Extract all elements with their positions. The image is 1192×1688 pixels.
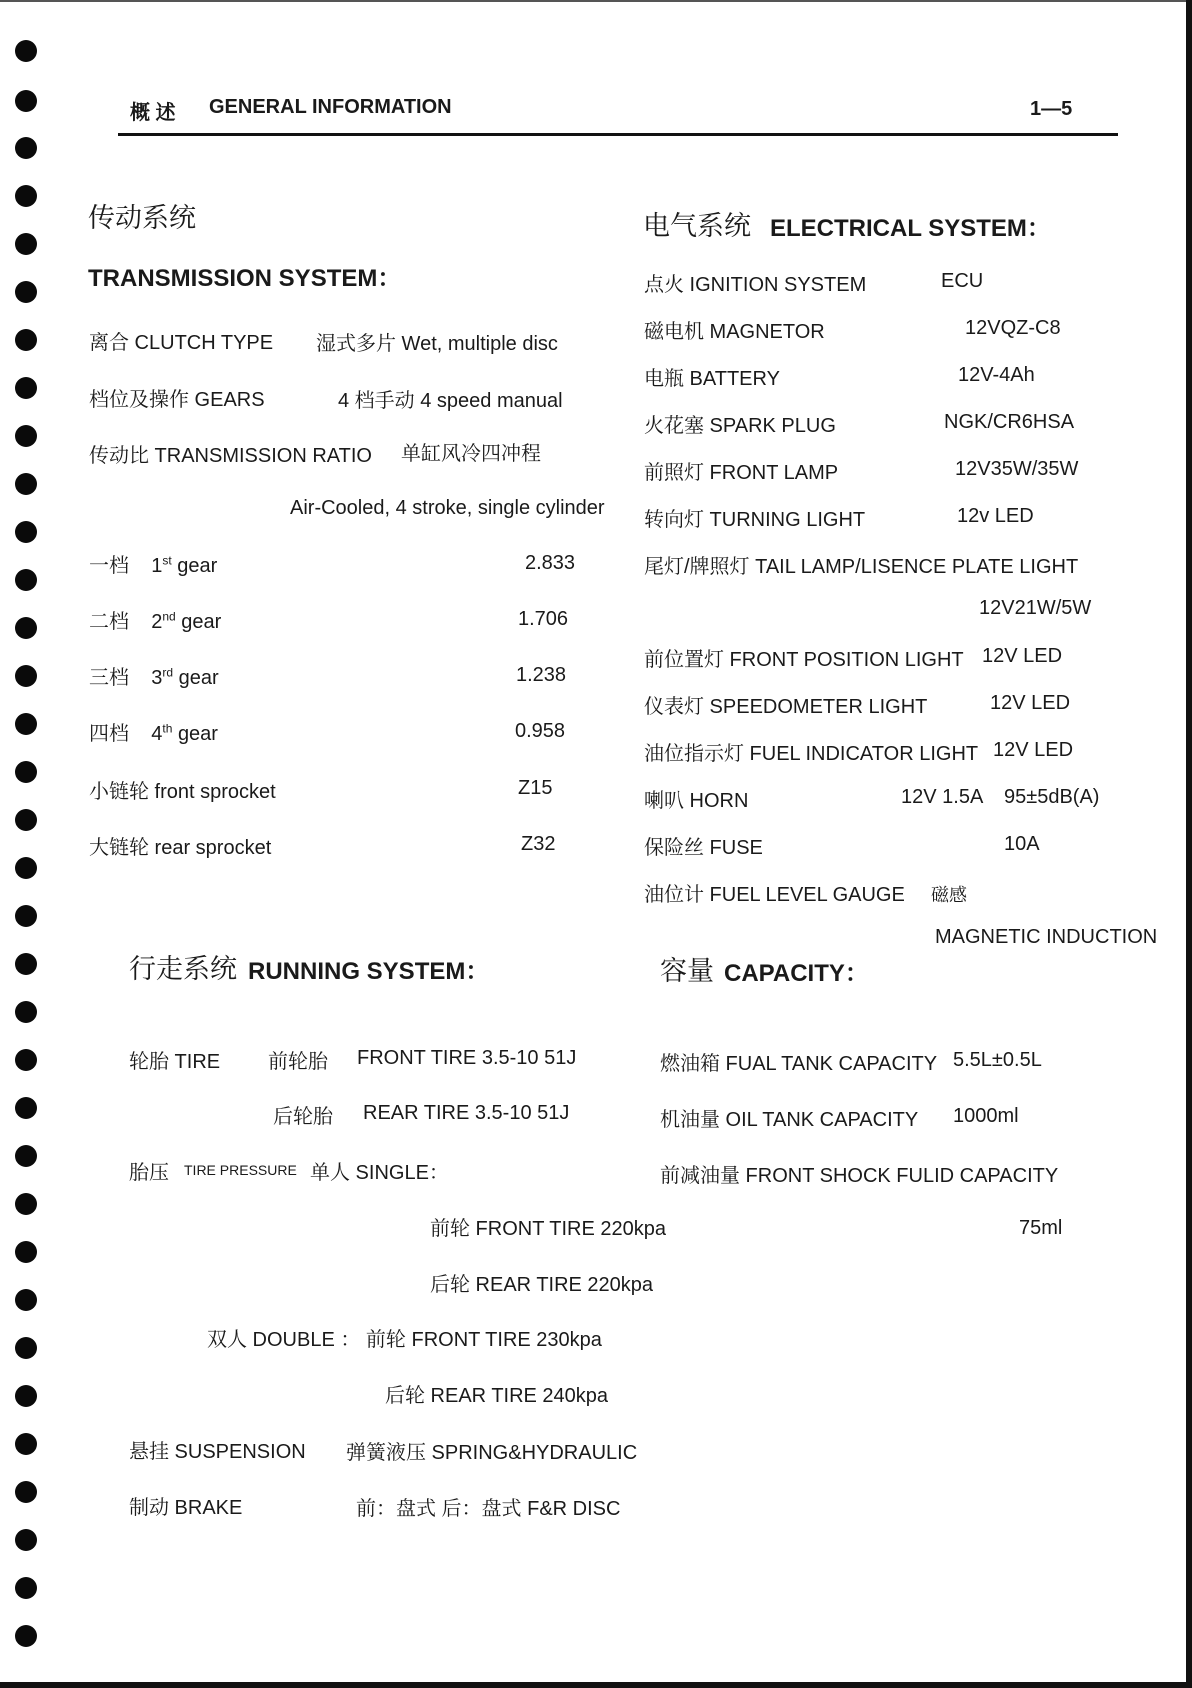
gear1-cn: 一档 [89, 555, 129, 577]
binder-hole [15, 137, 37, 159]
binder-hole [15, 1529, 37, 1551]
front-shock-value: 75ml [1019, 1217, 1063, 1239]
gear3-cn: 三档 [89, 667, 129, 689]
pressure-label-en: TIRE PRESSURE [184, 1162, 297, 1178]
gear4-value: 0.958 [515, 720, 566, 742]
gear4-cn: 四档 [89, 723, 129, 745]
clutch-value: 湿式多片 Wet, multiple disc [316, 333, 558, 355]
horn-value-db: 95±5dB(A) [1004, 786, 1100, 808]
binder-hole [15, 1289, 37, 1311]
binder-hole [15, 185, 37, 207]
front-sprocket-value: Z15 [518, 777, 553, 799]
pressure-label-cn: 胎压 [129, 1162, 169, 1184]
single-rear-pressure: 后轮 REAR TIRE 220kpa [430, 1274, 654, 1296]
gear4-sup: th [162, 721, 173, 736]
tail-lamp-value: 12V21W/5W [979, 597, 1092, 619]
binder-hole [15, 1577, 37, 1599]
page-number: 1—5 [1030, 98, 1073, 120]
binder-hole [15, 1625, 37, 1647]
capacity-title-cn: 容量 [660, 956, 714, 986]
gear3-sup: rd [162, 665, 174, 680]
clutch-label: 离合 CLUTCH TYPE [89, 332, 274, 354]
page-bottom-edge [0, 1682, 1192, 1688]
oil-tank-label: 机油量 OIL TANK CAPACITY [660, 1109, 919, 1131]
turning-light-value: 12v LED [957, 505, 1034, 527]
brake-label: 制动 BRAKE [129, 1497, 243, 1519]
binder-hole [15, 905, 37, 927]
speedometer-value: 12V LED [990, 692, 1071, 714]
gear3-num: 3 [151, 667, 163, 689]
binder-hole [15, 617, 37, 639]
fuel-indicator-label: 油位指示灯 FUEL INDICATOR LIGHT [644, 743, 979, 765]
binder-hole [15, 1001, 37, 1023]
fuel-tank-label: 燃油箱 FUAL TANK CAPACITY [660, 1053, 938, 1075]
front-tire-value: FRONT TIRE 3.5-10 51J [357, 1047, 577, 1069]
transmission-title-en: TRANSMISSION SYSTEM： [88, 265, 402, 292]
gear1-label [89, 549, 217, 578]
binder-hole [15, 1241, 37, 1263]
gears-label: 档位及操作 GEARS [89, 389, 265, 411]
tire-label: 轮胎 TIRE [129, 1051, 221, 1073]
front-sprocket-label: 小链轮 front sprocket [89, 781, 276, 803]
gear4-label [89, 717, 218, 746]
rear-sprocket-value: Z32 [521, 833, 556, 855]
binder-hole [15, 1193, 37, 1215]
header-title-en: GENERAL INFORMATION [209, 96, 452, 118]
gear1-sup: st [162, 553, 172, 568]
ignition-value: ECU [941, 270, 984, 292]
fuel-indicator-value: 12V LED [993, 739, 1074, 761]
gear2-label [89, 605, 221, 634]
capacity-title-en: CAPACITY： [724, 960, 869, 987]
fuel-tank-value: 5.5L±0.5L [953, 1049, 1042, 1071]
gear3-word: gear [178, 667, 219, 689]
gear3-label [89, 661, 219, 690]
fuse-label: 保险丝 FUSE [644, 837, 763, 859]
binder-hole [15, 1337, 37, 1359]
binder-hole [15, 377, 37, 399]
binder-hole [15, 1145, 37, 1167]
rear-tire-cn: 后轮胎 [273, 1106, 333, 1128]
front-shock-label: 前减油量 FRONT SHOCK FULID CAPACITY [660, 1165, 1059, 1187]
binder-hole [15, 569, 37, 591]
header-rule [118, 133, 1118, 136]
gear2-value: 1.706 [518, 608, 569, 630]
gear1-word: gear [177, 555, 218, 577]
fuse-value: 10A [1004, 833, 1040, 855]
binder-hole [15, 761, 37, 783]
rear-sprocket-label: 大链轮 rear sprocket [89, 837, 272, 859]
horn-label: 喇叭 HORN [644, 790, 749, 812]
binder-hole [15, 473, 37, 495]
tail-lamp-label: 尾灯/牌照灯 TAIL LAMP/LISENCE PLATE LIGHT [644, 556, 1079, 578]
suspension-label: 悬挂 SUSPENSION [129, 1441, 306, 1463]
binder-hole [15, 1481, 37, 1503]
turning-light-label: 转向灯 TURNING LIGHT [644, 509, 866, 531]
gear2-num: 2 [151, 611, 163, 633]
binder-hole [15, 1385, 37, 1407]
gear4-num: 4 [151, 723, 163, 745]
front-position-label: 前位置灯 FRONT POSITION LIGHT [644, 649, 964, 671]
binder-hole [15, 1433, 37, 1455]
binder-hole [15, 521, 37, 543]
magnetor-label: 磁电机 MAGNETOR [644, 321, 825, 343]
speedometer-label: 仪表灯 SPEEDOMETER LIGHT [644, 696, 928, 718]
fuel-gauge-value-cn: 磁感 [931, 885, 967, 905]
gears-value: 4 档手动 4 speed manual [338, 390, 563, 412]
electrical-title-cn: 电气系统 [643, 211, 751, 241]
binder-hole [15, 1049, 37, 1071]
binder-hole [15, 233, 37, 255]
transmission-title-cn: 传动系统 [88, 203, 196, 233]
binder-hole [15, 281, 37, 303]
suspension-value: 弹簧液压 SPRING&HYDRAULIC [346, 1442, 638, 1464]
single-label: 单人 SINGLE： [310, 1162, 449, 1184]
single-front-pressure: 前轮 FRONT TIRE 220kpa [430, 1218, 666, 1240]
binder-hole [15, 665, 37, 687]
gear4-word: gear [177, 723, 218, 745]
brake-value: 前：盘式 后：盘式 F&R DISC [356, 1498, 621, 1520]
spark-plug-value: NGK/CR6HSA [944, 411, 1075, 433]
page-top-edge [0, 0, 1192, 2]
running-title-en: RUNNING SYSTEM： [248, 958, 490, 985]
gear1-num: 1 [151, 555, 163, 577]
front-lamp-label: 前照灯 FRONT LAMP [644, 462, 839, 484]
binder-hole [15, 40, 37, 62]
binder-hole [15, 953, 37, 975]
gear3-value: 1.238 [516, 664, 567, 686]
magnetor-value: 12VQZ-C8 [965, 317, 1061, 339]
horn-value-current: 12V 1.5A [901, 786, 984, 808]
binder-hole [15, 713, 37, 735]
gear1-value: 2.833 [525, 552, 576, 574]
binder-hole [15, 809, 37, 831]
battery-value: 12V-4Ah [958, 364, 1035, 386]
double-front-pressure: 双人 DOUBLE ： 前轮 FRONT TIRE 230kpa [207, 1329, 602, 1351]
ratio-value-en: Air-Cooled, 4 stroke, single cylinder [290, 497, 605, 519]
binder-hole [15, 425, 37, 447]
rear-tire-value: REAR TIRE 3.5-10 51J [363, 1102, 570, 1124]
fuel-gauge-label: 油位计 FUEL LEVEL GAUGE [644, 884, 905, 906]
header-title-cn: 概 述 [130, 102, 176, 124]
battery-label: 电瓶 BATTERY [644, 368, 780, 390]
binder-hole [15, 857, 37, 879]
fuel-gauge-value-en: MAGNETIC INDUCTION [935, 926, 1158, 948]
gear2-word: gear [181, 611, 222, 633]
oil-tank-value: 1000ml [953, 1105, 1019, 1127]
front-tire-cn: 前轮胎 [268, 1051, 328, 1073]
ratio-value-cn: 单缸风冷四冲程 [401, 443, 541, 465]
binder-hole [15, 90, 37, 112]
ratio-label: 传动比 TRANSMISSION RATIO [89, 445, 372, 467]
page-right-edge [1186, 0, 1192, 1688]
front-position-value: 12V LED [982, 645, 1063, 667]
spark-plug-label: 火花塞 SPARK PLUG [644, 415, 836, 437]
ignition-label: 点火 IGNITION SYSTEM [644, 274, 867, 296]
binder-hole [15, 329, 37, 351]
gear2-sup: nd [162, 609, 176, 624]
double-rear-pressure: 后轮 REAR TIRE 240kpa [385, 1385, 609, 1407]
binder-hole [15, 1097, 37, 1119]
front-lamp-value: 12V35W/35W [955, 458, 1079, 480]
gear2-cn: 二档 [89, 611, 129, 633]
electrical-title-en: ELECTRICAL SYSTEM： [770, 215, 1051, 242]
running-title-cn: 行走系统 [129, 954, 237, 984]
